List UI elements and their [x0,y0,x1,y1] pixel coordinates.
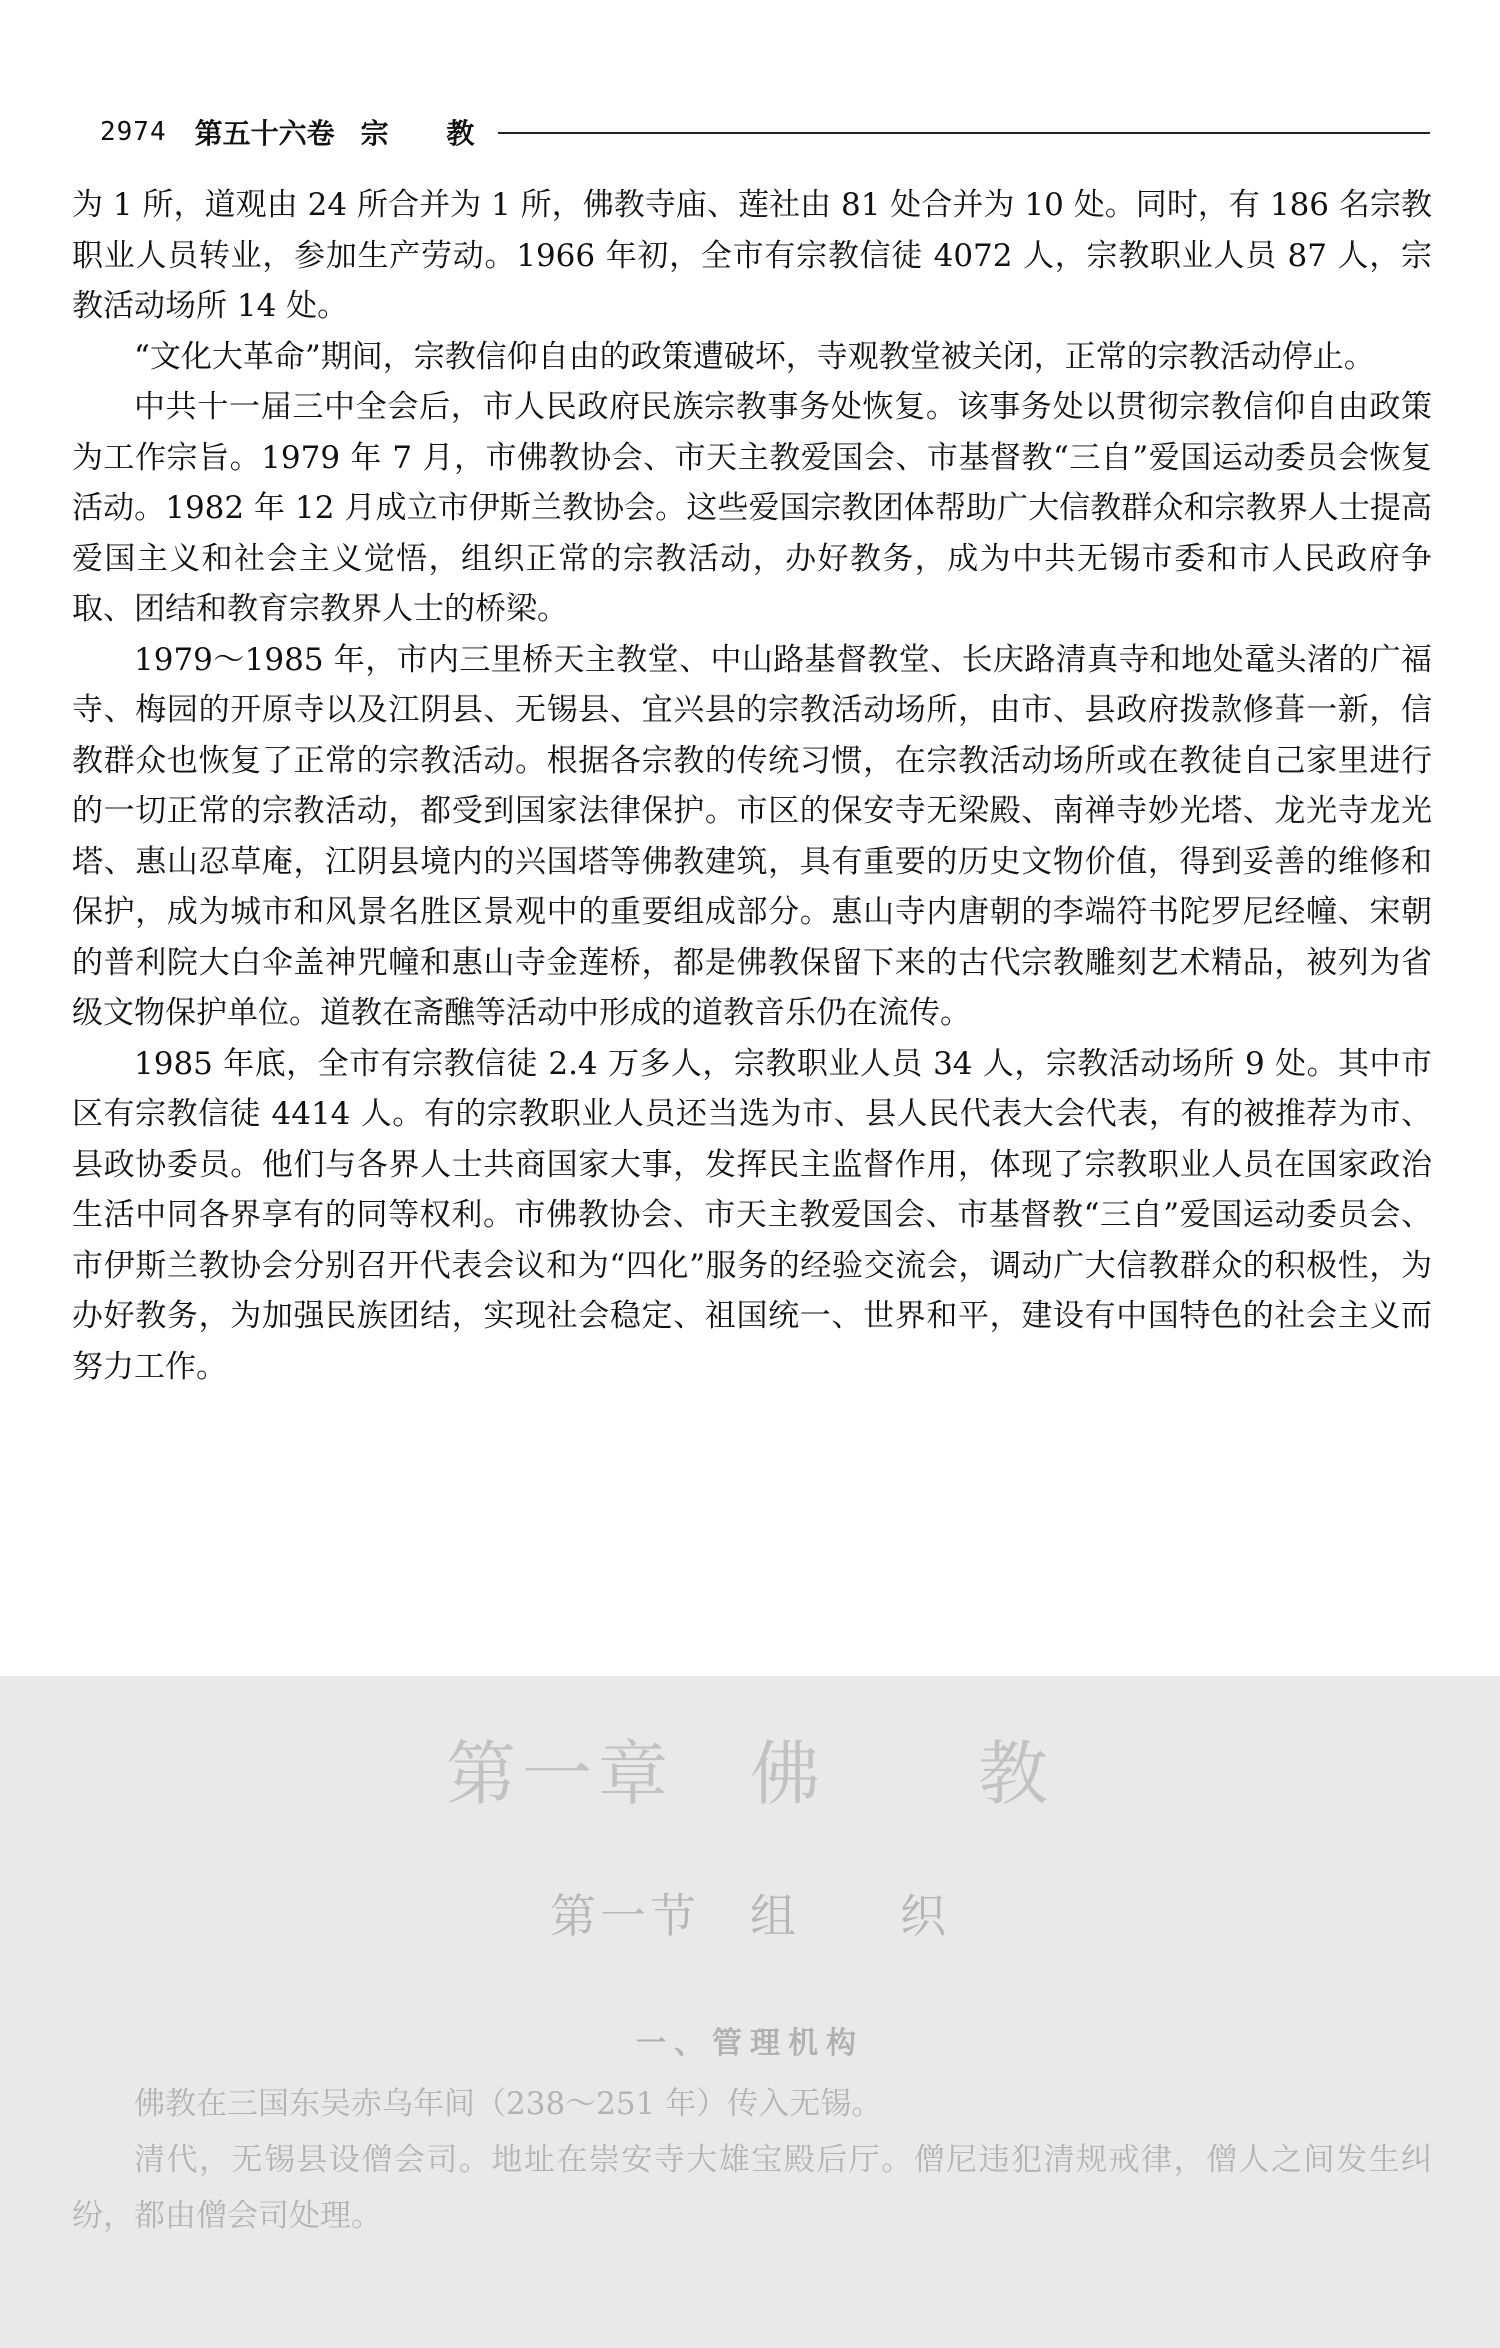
chapter-body [72,2076,1432,2244]
subsection-title: 一、管理机构 [636,2026,864,2061]
header-rule [498,132,1430,134]
chapter-title: 第一章 佛 教 [446,1733,1054,1815]
paragraph-3: 中共十一届三中全会后，市人民政府民族宗教事务处恢复。该事务处以贯彻宗教信仰自由政策为工作宗旨。1979 年 7 月，市佛教协会、市天主教爱国会、市基督教“三自”爱国运动委员会恢复活动。1982 年 12 月成立市伊斯兰教协会。这些爱国宗教团体帮助广大信教群众和宗教界人士提高爱国主义和社会主义觉悟，组织正常的宗教活动，办好教务，成为中共无锡市委和市人民政府争取、团结和教育宗教界人士的桥梁。 [72,389,1432,627]
chapter-paragraph-2: 清代，无锡县设僧会司。地址在崇安寺大雄宝殿后厅。僧尼违犯清规戒律，僧人之间发生纠纷，都由僧会司处理。 [72,2142,1432,2234]
volume-title: 第五十六卷 [194,117,335,150]
page-number: 2974 [100,117,167,147]
paragraph-5: 1985 年底，全市有宗教信徒 2.4 万多人，宗教职业人员 34 人，宗教活动场所 9 处。其中市区有宗教信徒 4414 人。有的宗教职业人员还当选为市、县人民代表大会代表，有的被推荐为市、县政协委员。他们与各界人士共商国家大事，发挥民主监督作用，体现了宗教职业人员在国家政治生活中同各界享有的同等权利。市佛教协会、市天主教爱国会、市基督教“三自”爱国运动委员会、市伊斯兰教协会分别召开代表会议和为“四化”服务的经验交流会，调动广大信教群众的积极性，为办好教务，为加强民族团结，实现社会稳定、祖国统一、世界和平，建设有中国特色的社会主义而努力工作。 [72,1045,1432,1385]
running-header [100,112,1430,152]
chapter-paragraph-1: 佛教在三国东吴赤乌年间（238～251 年）传入无锡。 [134,2086,883,2122]
paragraph-1: 为 1 所，道观由 24 所合并为 1 所，佛教寺庙、莲社由 81 处合并为 10 处。同时，有 186 名宗教职业人员转业，参加生产劳动。1966 年初，全市有宗教信徒 4072 人，宗教职业人员 87 人，宗教活动场所 14 处。 [72,187,1432,324]
paragraph-2: “文化大革命”期间，宗教信仰自由的政策遭破坏，寺观教堂被关闭，正常的宗教活动停止。 [134,338,1375,375]
paragraph-4: 1979～1985 年，市内三里桥天主教堂、中山路基督教堂、长庆路清真寺和地处鼋头渚的广福寺、梅园的开原寺以及江阴县、无锡县、宜兴县的宗教活动场所，由市、县政府拨款修葺一新，信教群众也恢复了正常的宗教活动。根据各宗教的传统习惯，在宗教活动场所或在教徒自己家里进行的一切正常的宗教活动，都受到国家法律保护。市区的保安寺无梁殿、南禅寺妙光塔、龙光寺龙光塔、惠山忍草庵，江阴县境内的兴国塔等佛教建筑，具有重要的历史文物价值，得到妥善的维修和保护，成为城市和风景名胜区景观中的重要组成部分。惠山寺内唐朝的李端符书陀罗尼经幢、宋朝的普利院大白伞盖神咒幢和惠山寺金莲桥，都是佛教保留下来的古代宗教雕刻艺术精品，被列为省级文物保护单位。道教在斋醮等活动中形成的道教音乐仍在流传。 [72,641,1432,1031]
section-title: 第一节 组 织 [550,1889,950,1943]
body-text [72,180,1432,1392]
section-name: 宗 教 [360,117,499,150]
